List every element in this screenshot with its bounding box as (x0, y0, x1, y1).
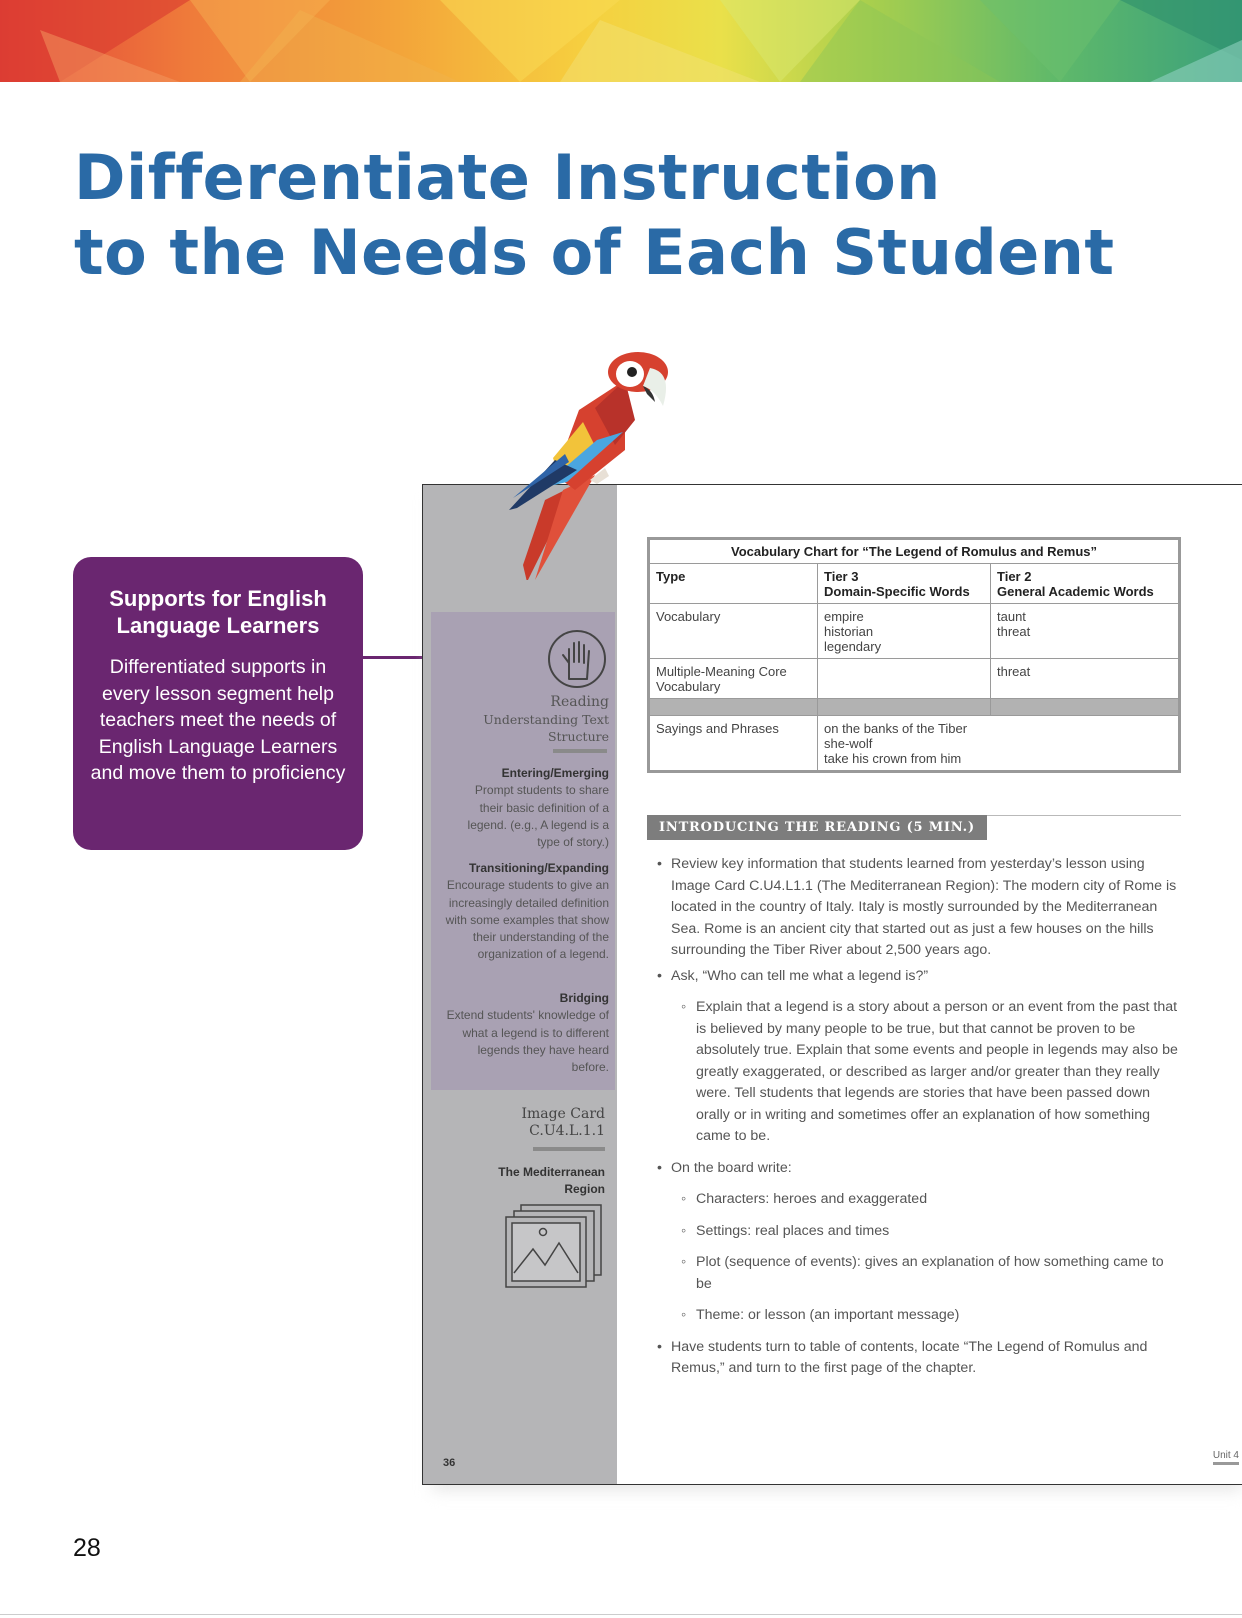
table-cell: Multiple-Meaning Core Vocabulary (649, 659, 818, 699)
reading-label: Reading (550, 694, 609, 710)
sub-list-item: ◦ Theme: or lesson (an important message) (657, 1305, 1179, 1327)
lesson-sidebar (423, 485, 617, 1484)
list-item: • Have students turn to table of contents, locate “The Legend of Romulus and Remus,” and turn to the first page of the chapter. (657, 1337, 1179, 1380)
level-transitioning (445, 860, 609, 964)
table-cell: on the banks of the Tiber she-wolf take his crown from him (818, 716, 1180, 772)
header-cell: Type (649, 564, 818, 604)
skill-divider (553, 749, 607, 753)
sub-list-item: ◦ Explain that a legend is a story about a person or an event from the past that is believed by many people to be true, but that cannot be proven to be absolutely true. Explain that some events and people in legends may also be greatly exaggerated, or described as larger and/or greater than they really were. Tell students that legends are stories that have been passed down orally or in writing and sometimes offer an explanation of how something came to be. (657, 997, 1179, 1148)
image-card-title1: The Mediterranean (498, 1165, 605, 1179)
skill-line1: Understanding Text (483, 712, 609, 727)
parrot-illustration (505, 350, 670, 580)
unit-label: Unit 4 (1213, 1450, 1239, 1465)
header-cell: Tier 2 General Academic Words (991, 564, 1180, 604)
table-cell: Sayings and Phrases (649, 716, 818, 772)
table-cell: taunt threat (991, 604, 1180, 659)
table-header-row (649, 564, 1180, 604)
sample-lesson-page (422, 484, 1242, 1485)
image-card-code: C.U4.L.1.1 (529, 1123, 605, 1139)
level-entering (449, 765, 609, 851)
level-text: Encourage students to give an increasingly detailed definition with some examples that show their understanding of the organization of a legend. (445, 878, 609, 962)
list-item: • Review key information that students learned from yesterday’s lesson using Image Card C.U4.L1.1 (The Mediterranean Region): The modern city of Rome is located in the country of Italy. Italy is mostly surrounded by the Mediterranean Sea. Rome is an ancient city that started out as just a few houses on the hills surrounding the Tiber River about 2,500 years ago. (657, 854, 1179, 962)
table-cell: empire historian legendary (818, 604, 991, 659)
page-title-line1: Differentiate Instruction (74, 141, 941, 214)
image-card-title2: Region (564, 1182, 605, 1196)
table-row (649, 659, 1180, 699)
section-heading: INTRODUCING THE READING (5 MIN.) (647, 815, 987, 840)
vocabulary-chart (647, 537, 1181, 773)
sample-page-number: 36 (443, 1457, 456, 1469)
list-item: • On the board write: (657, 1158, 1179, 1180)
page-number: 28 (73, 1534, 101, 1562)
vocab-chart-caption: Vocabulary Chart for “The Legend of Romulus and Remus” (649, 539, 1180, 564)
sub-list-item: ◦ Characters: heroes and exaggerated (657, 1189, 1179, 1211)
raised-hand-icon (547, 629, 607, 689)
image-card-label: Image Card (521, 1106, 605, 1122)
table-cell (818, 659, 991, 699)
list-item: • Ask, “Who can tell me what a legend is?” (657, 966, 1179, 988)
table-cell: threat (991, 659, 1180, 699)
header-cell: Tier 3 Domain-Specific Words (818, 564, 991, 604)
level-title: Entering/Emerging (501, 766, 609, 780)
image-card-divider (533, 1147, 605, 1151)
rainbow-banner (0, 0, 1242, 82)
page-title-line2: to the Needs of Each Student (74, 216, 1115, 289)
level-text: Extend students' knowledge of what a legend is to different legends they have heard before. (446, 1008, 609, 1075)
image-stack-icon (505, 1203, 605, 1289)
table-spacer-row (649, 699, 1180, 716)
callout-heading: Supports for English Language Learners (109, 586, 327, 638)
table-cell: Vocabulary (649, 604, 818, 659)
sub-list-item: ◦ Settings: real places and times (657, 1221, 1179, 1243)
skill-line2: Structure (547, 729, 609, 744)
level-title: Transitioning/Expanding (468, 861, 609, 875)
page-title (74, 140, 1115, 290)
callout-text: Differentiated supports in every lesson segment help teachers meet the needs of English Language Learners and move them to proficiency (90, 656, 346, 784)
table-row (649, 716, 1180, 772)
table-row (649, 604, 1180, 659)
lesson-main-column (617, 485, 1242, 1484)
ell-callout (73, 557, 363, 850)
level-text: Prompt students to share their basic definition of a legend. (e.g., A legend is a type of story.) (467, 783, 609, 850)
level-bridging (437, 990, 609, 1076)
reading-instructions (657, 854, 1179, 1384)
level-title: Bridging (559, 991, 609, 1005)
bottom-divider (0, 1614, 1242, 1615)
sub-list-item: ◦ Plot (sequence of events): gives an explanation of how something came to be (657, 1252, 1179, 1295)
